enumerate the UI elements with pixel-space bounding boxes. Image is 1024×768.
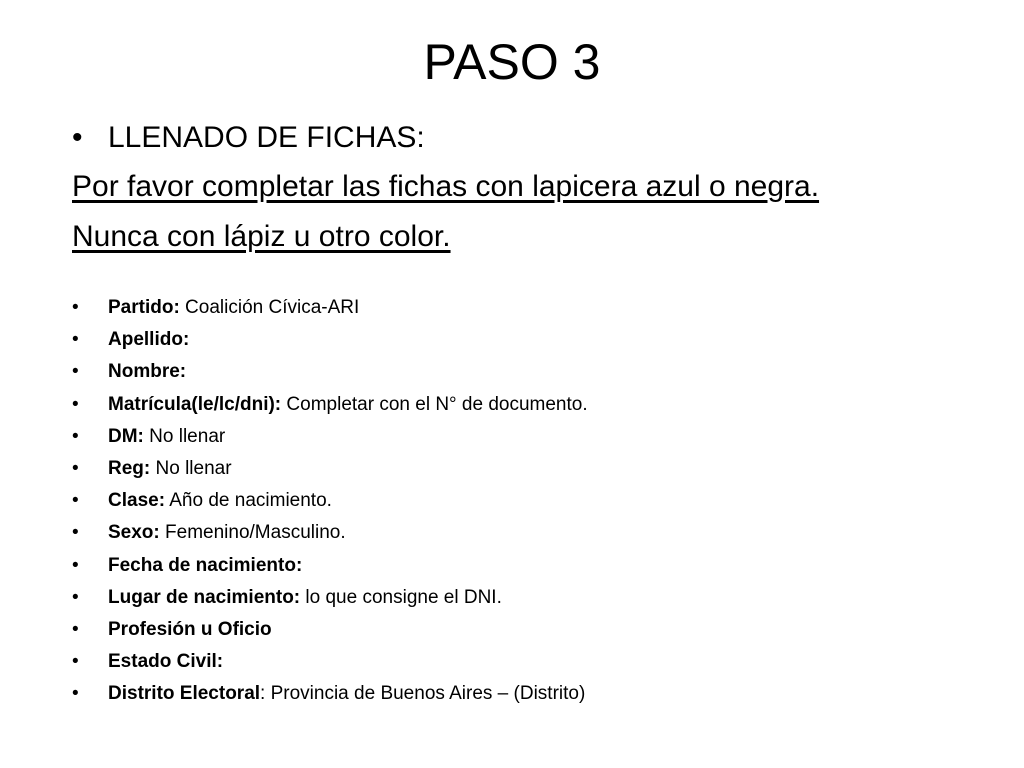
field-item-partido: [72, 292, 972, 324]
field-label: Apellido:: [108, 329, 190, 351]
bullet-icon: •: [72, 619, 79, 641]
bullet-icon: •: [72, 490, 79, 512]
field-item-dm: [72, 421, 972, 453]
bullet-icon: •: [72, 458, 79, 480]
bullet-icon: •: [72, 393, 79, 415]
bullet-icon: •: [72, 586, 79, 608]
slide-title: PASO 3: [423, 34, 601, 90]
field-value: No llenar: [150, 458, 232, 480]
instruction-line-pen: Por favor completar las fichas con lapicera azul o negra.: [72, 170, 820, 203]
instruction-line-no-pencil: Nunca con lápiz u otro color.: [72, 220, 451, 253]
bullet-icon: •: [72, 361, 79, 383]
field-label: Profesión u Oficio: [108, 619, 272, 641]
field-list: [72, 292, 972, 711]
bullet-icon: •: [72, 297, 79, 318]
bullet-icon: •: [72, 425, 79, 447]
field-value: No llenar: [143, 425, 226, 447]
field-item-apellido: [72, 324, 972, 356]
field-label: Lugar de nacimiento:: [108, 586, 301, 608]
field-value: Femenino/Masculino.: [159, 522, 346, 544]
field-item-fecha-nacimiento: [72, 550, 972, 582]
field-item-reg: [72, 453, 972, 485]
field-item-sexo: [72, 517, 972, 549]
bullet-icon: •: [72, 121, 83, 154]
field-value: Año de nacimiento.: [165, 490, 332, 512]
section-heading: LLENADO DE FICHAS:: [108, 121, 425, 154]
field-item-matricula: [72, 389, 972, 421]
field-value: : Provincia de Buenos Aires – (Distrito): [260, 683, 586, 705]
section-heading-item: [72, 114, 1012, 162]
field-label: DM:: [108, 425, 144, 447]
field-label: Clase:: [108, 490, 166, 512]
field-label: Fecha de nacimiento:: [108, 554, 303, 576]
main-content: [72, 114, 1012, 262]
field-label: Estado Civil:: [108, 651, 224, 673]
bullet-icon: •: [72, 522, 79, 544]
field-item-nombre: [72, 356, 972, 388]
field-label: Nombre:: [108, 361, 187, 383]
field-label: Sexo:: [108, 522, 160, 544]
field-value: lo que consigne el DNI.: [300, 586, 502, 608]
field-label: Reg:: [108, 458, 151, 480]
bullet-icon: •: [72, 683, 79, 705]
field-item-lugar-nacimiento: [72, 582, 972, 614]
field-item-profesion: [72, 614, 972, 646]
bullet-icon: •: [72, 329, 79, 351]
bullet-icon: •: [72, 554, 79, 576]
field-item-distrito-electoral: [72, 678, 972, 710]
field-value: Coalición Cívica-ARI: [179, 297, 360, 318]
field-value: Completar con el N° de documento.: [281, 393, 588, 415]
field-label: Distrito Electoral: [108, 683, 261, 705]
field-label: Partido:: [108, 297, 180, 318]
bullet-icon: •: [72, 651, 79, 673]
field-item-clase: [72, 485, 972, 517]
field-item-estado-civil: [72, 646, 972, 678]
field-label: Matrícula(le/lc/dni):: [108, 393, 282, 415]
